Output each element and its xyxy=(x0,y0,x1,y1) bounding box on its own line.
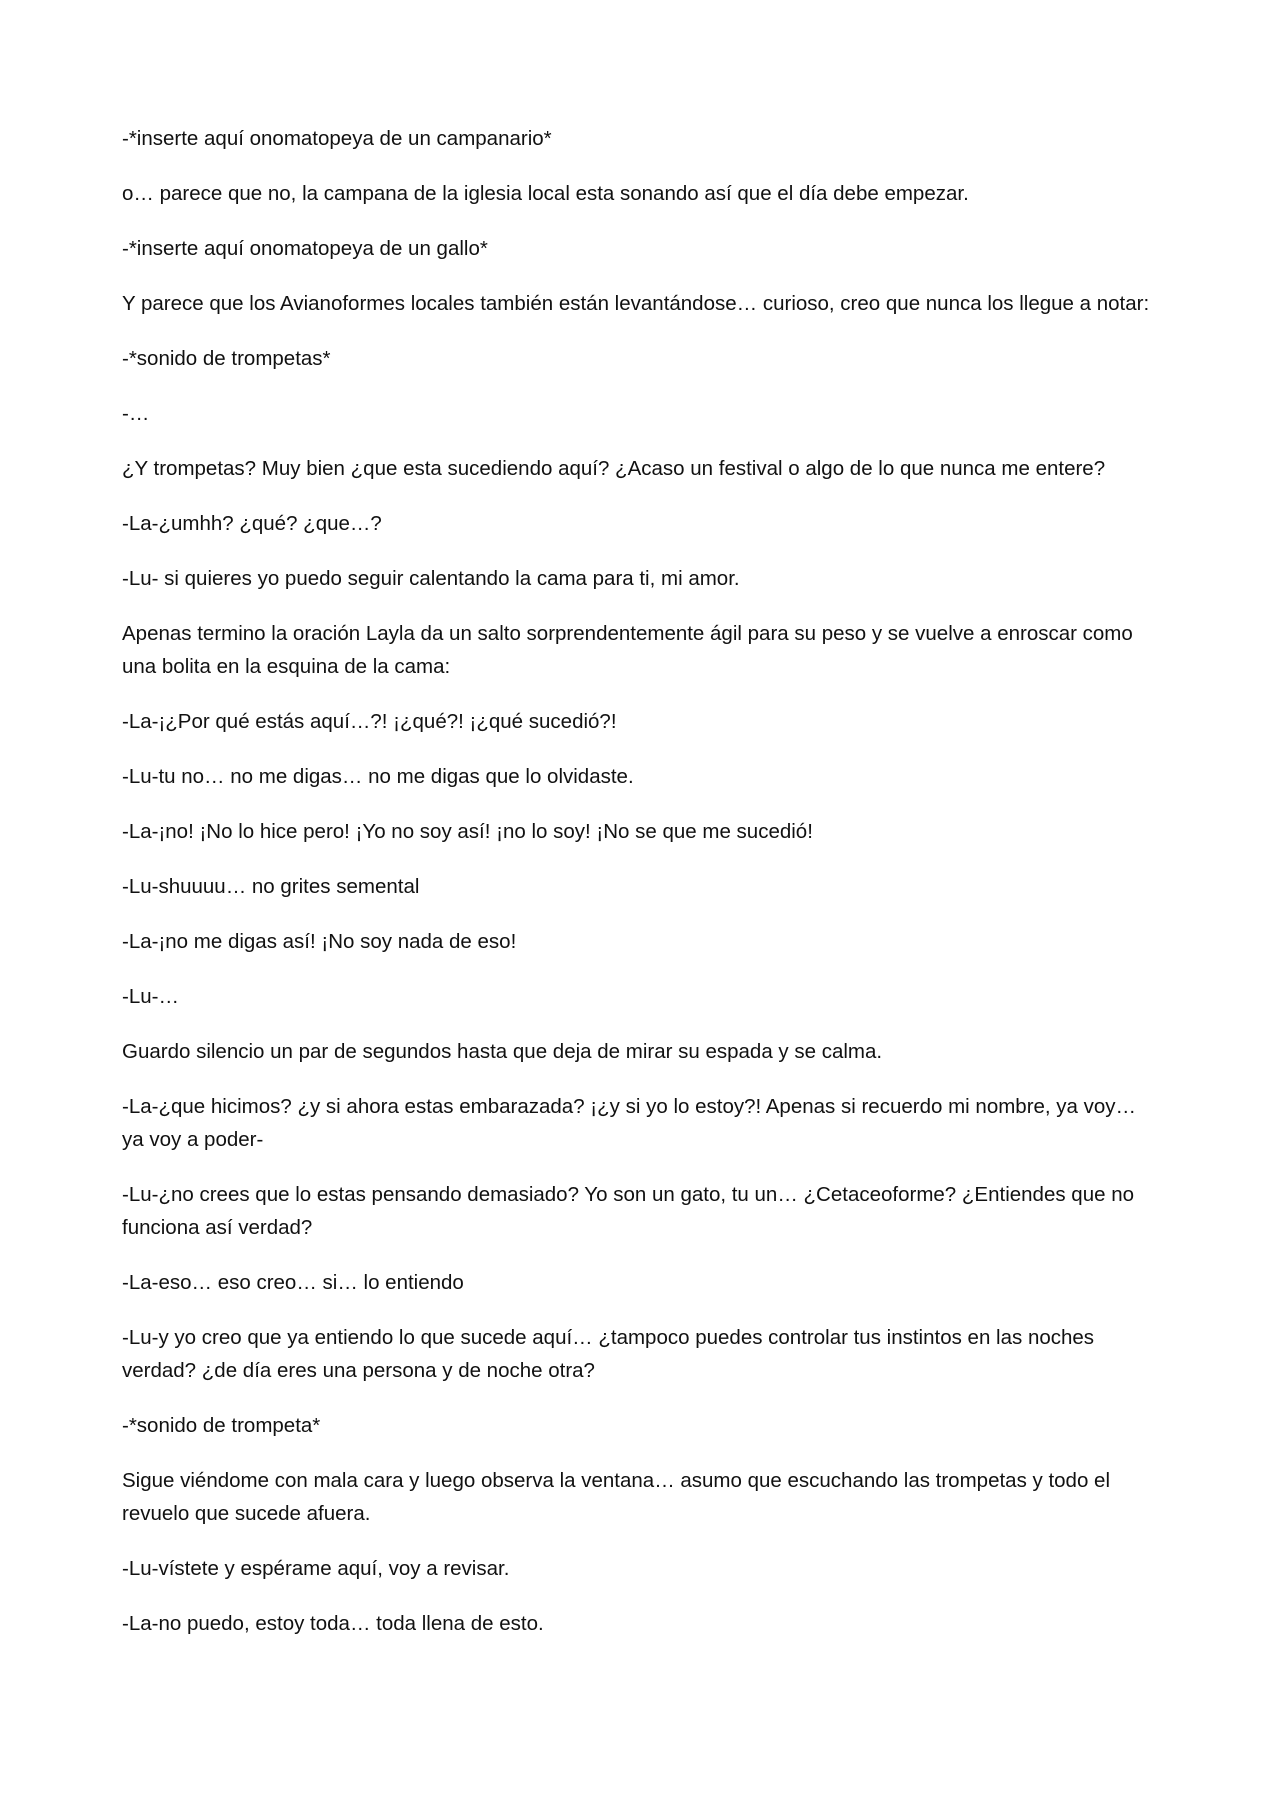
paragraph: o… parece que no, la campana de la iglesia local esta sonando así que el día debe empezar. xyxy=(122,182,969,205)
paragraph: -Lu-… xyxy=(122,985,179,1008)
paragraph: Sigue viéndome con mala cara y luego observa la ventana… asumo que escuchando las trompetas y todo el revuelo que sucede afuera. xyxy=(122,1469,1111,1525)
paragraph: -La-¿que hicimos? ¿y si ahora estas embarazada? ¡¿y si yo lo estoy?! Apenas si recuerdo mi nombre, ya voy… ya voy a poder- xyxy=(122,1095,1137,1151)
document-body xyxy=(122,122,1162,1662)
paragraph: -La-no puedo, estoy toda… toda llena de esto. xyxy=(122,1612,544,1635)
paragraph: -La-¡no! ¡No lo hice pero! ¡Yo no soy así! ¡no lo soy! ¡No se que me sucedió! xyxy=(122,820,813,843)
paragraph: Y parece que los Avianoformes locales también están levantándose… curioso, creo que nunca los llegue a notar: xyxy=(122,292,1150,315)
paragraph: -Lu-y yo creo que ya entiendo lo que sucede aquí… ¿tampoco puedes controlar tus instintos en las noches verdad? ¿de día eres una persona y de noche otra? xyxy=(122,1326,1095,1382)
paragraph: -*inserte aquí onomatopeya de un campanario* xyxy=(122,127,552,150)
paragraph: -… xyxy=(122,402,150,425)
paragraph: -*sonido de trompeta* xyxy=(122,1414,321,1437)
paragraph: -La-¡no me digas así! ¡No soy nada de eso! xyxy=(122,930,517,953)
paragraph: -*inserte aquí onomatopeya de un gallo* xyxy=(122,237,488,260)
paragraph: -Lu- si quieres yo puedo seguir calentando la cama para ti, mi amor. xyxy=(122,567,740,590)
paragraph: -La-¡¿Por qué estás aquí…?! ¡¿qué?! ¡¿qué sucedió?! xyxy=(122,710,617,733)
paragraph: -Lu-¿no crees que lo estas pensando demasiado? Yo son un gato, tu un… ¿Cetaceoforme? ¿Entiendes que no funciona así verdad? xyxy=(122,1183,1134,1239)
paragraph: -Lu-shuuuu… no grites semental xyxy=(122,875,420,898)
paragraph: -La-eso… eso creo… si… lo entiendo xyxy=(122,1271,464,1294)
paragraph: -Lu-vístete y espérame aquí, voy a revisar. xyxy=(122,1557,510,1580)
paragraph: -La-¿umhh? ¿qué? ¿que…? xyxy=(122,512,382,535)
paragraph: ¿Y trompetas? Muy bien ¿que esta sucediendo aquí? ¿Acaso un festival o algo de lo que nunca me entere? xyxy=(122,457,1106,480)
paragraph: -Lu-tu no… no me digas… no me digas que lo olvidaste. xyxy=(122,765,634,788)
paragraph: Guardo silencio un par de segundos hasta que deja de mirar su espada y se calma. xyxy=(122,1040,883,1063)
paragraph: -*sonido de trompetas* xyxy=(122,347,331,370)
paragraph: Apenas termino la oración Layla da un salto sorprendentemente ágil para su peso y se vuelve a enroscar como una bolita en la esquina de la cama: xyxy=(122,622,1133,678)
